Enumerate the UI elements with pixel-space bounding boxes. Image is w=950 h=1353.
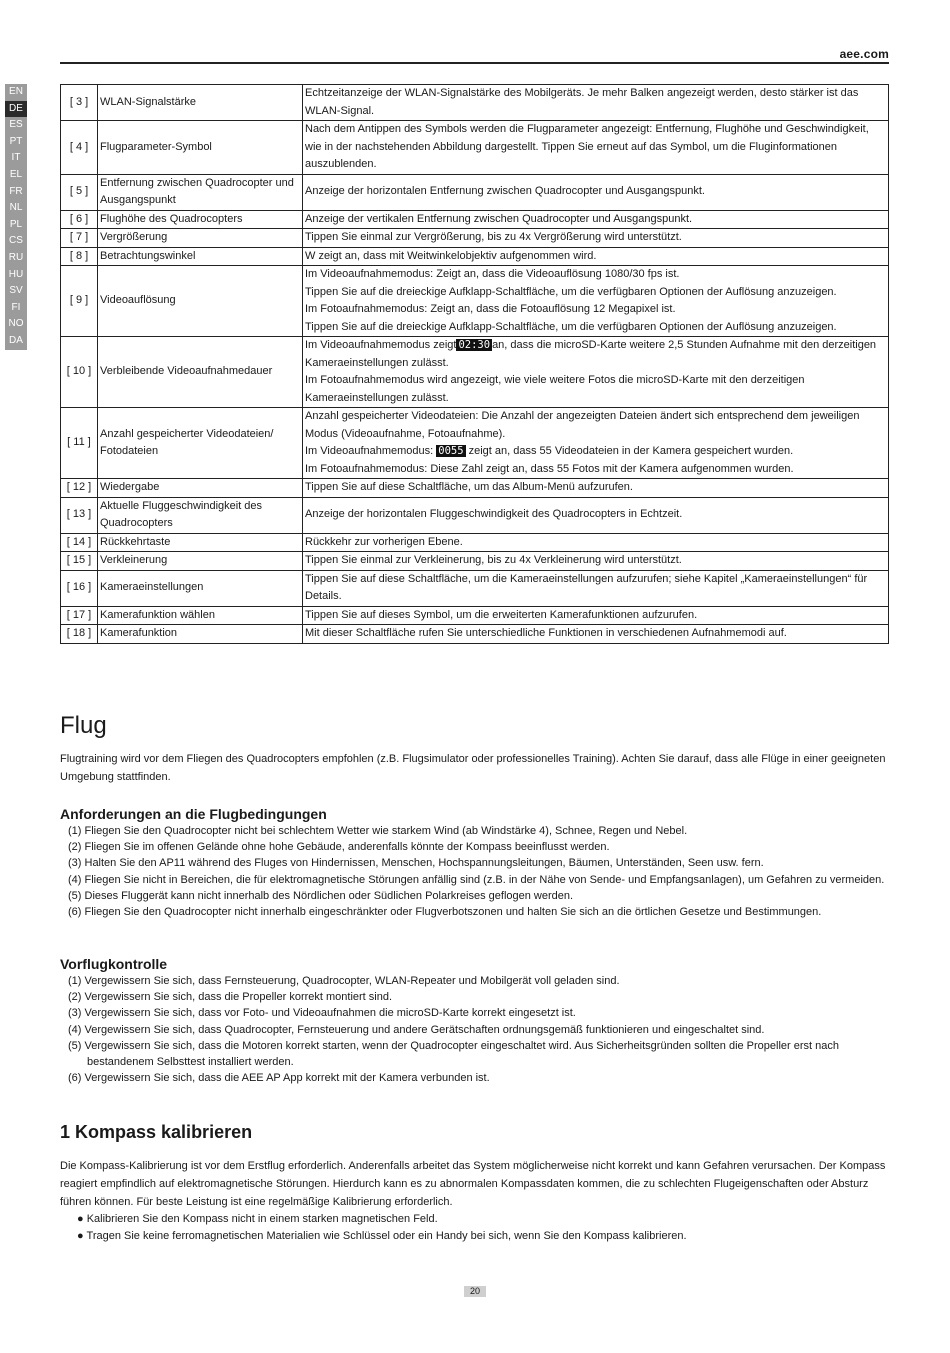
row-number: [ 13 ] xyxy=(61,497,98,533)
row-number: [ 12 ] xyxy=(61,479,98,498)
row-description xyxy=(303,533,889,552)
list-item: (1) Vergewissern Sie sich, dass Fernsteuerung, Quadrocopter, WLAN-Repeater und Mobilgerät voll geladen sind. xyxy=(68,975,620,987)
list-item: (3) Vergewissern Sie sich, dass vor Foto- und Videoaufnahmen die microSD-Karte korrekt eingesetzt ist. xyxy=(68,1007,576,1020)
row-name: Betrachtungswinkel xyxy=(98,247,303,266)
row-name: Aktuelle Fluggeschwindigkeit des Quadrocopters xyxy=(98,497,303,533)
list-item: (2) Fliegen Sie im offenen Gelände ohne hohe Gebäude, anderenfalls könnte der Kompass beeinflusst werden. xyxy=(68,841,610,854)
row-name: Anzahl gespeicherter Videodateien/ Fotodateien xyxy=(98,408,303,479)
description-line: Im Fotoaufnahmemodus wird angezeigt, wie viele weitere Fotos die microSD-Karte mit den derzeitigen Kameraeinstellungen zulässt. xyxy=(305,374,805,404)
row-number: [ 11 ] xyxy=(61,408,98,479)
row-description xyxy=(303,210,889,229)
bullet-item: ● Kalibrieren Sie den Kompass nicht in einem starken magnetischen Feld. xyxy=(77,1213,438,1225)
row-number: [ 6 ] xyxy=(61,210,98,229)
table-row xyxy=(61,247,889,266)
description-text: Im Videoaufnahmemodus zeigt xyxy=(305,339,457,351)
list-item: (3) Halten Sie den AP11 während des Fluges von Hindernissen, Menschen, Hochspannungsleitungen, Bäumen, Unterständen, Seen usw. fern. xyxy=(68,857,764,870)
row-number: [ 10 ] xyxy=(61,337,98,408)
brand-logo: aee.com xyxy=(839,47,889,61)
language-tab-sv[interactable]: SV xyxy=(5,283,27,300)
row-name: Entfernung zwischen Quadrocopter und Ausgangspunkt xyxy=(98,174,303,210)
list-item: (4) Fliegen Sie nicht in Bereichen, die für elektromagnetische Störungen anfällig sind (z.B. in der Nähe von Sende- und Empfangsanlagen), um Gefahren zu vermeiden. xyxy=(68,873,885,886)
description-line xyxy=(305,337,886,372)
row-number: [ 16 ] xyxy=(61,570,98,606)
row-number: [ 4 ] xyxy=(61,121,98,175)
row-name: Wiedergabe xyxy=(98,479,303,498)
table-row xyxy=(61,174,889,210)
row-name: Videoauflösung xyxy=(98,266,303,337)
row-number: [ 8 ] xyxy=(61,247,98,266)
row-description xyxy=(303,625,889,644)
requirements-list xyxy=(60,823,890,920)
requirements-title: Anforderungen an die Flugbedingungen xyxy=(60,806,327,822)
description-line: Mit dieser Schaltfläche rufen Sie unterschiedliche Funktionen in verschiedenen Aufnahmemodi auf. xyxy=(305,627,787,639)
description-line: Rückkehr zur vorherigen Ebene. xyxy=(305,535,463,548)
row-description xyxy=(303,606,889,625)
row-number: [ 17 ] xyxy=(61,606,98,625)
section-title-kompass: 1 Kompass kalibrieren xyxy=(60,1122,253,1142)
description-line: Tippen Sie auf diese Schaltfläche, um die Kameraeinstellungen aufzurufen; siehe Kapitel „Kameraeinstellungen“ für Details. xyxy=(305,572,868,602)
description-line xyxy=(305,443,886,461)
row-number: [ 3 ] xyxy=(61,85,98,121)
row-name: Kamerafunktion wählen xyxy=(98,606,303,625)
list-item: (1) Fliegen Sie den Quadrocopter nicht bei schlechtem Wetter wie starkem Wind (ab Windstärke 4), Schnee, Regen und Nebel. xyxy=(68,825,688,837)
description-line: Tippen Sie einmal zur Vergrößerung, bis zu 4x Vergrößerung wird unterstützt. xyxy=(305,231,682,243)
language-tab-el[interactable]: EL xyxy=(5,167,27,184)
language-tab-no[interactable]: NO xyxy=(5,316,27,333)
language-tab-fi[interactable]: FI xyxy=(5,300,27,317)
row-description xyxy=(303,85,889,121)
row-name: Rückkehrtaste xyxy=(98,533,303,552)
row-description xyxy=(303,408,889,479)
row-number: [ 14 ] xyxy=(61,533,98,552)
row-description xyxy=(303,337,889,408)
description-line: Tippen Sie auf die dreieckige Aufklapp-Schaltfläche, um die verfügbaren Optionen der Auflösung anzuzeigen. xyxy=(305,285,837,298)
table-row xyxy=(61,625,889,644)
table-row xyxy=(61,606,889,625)
row-name: Flughöhe des Quadrocopters xyxy=(98,210,303,229)
language-tab-da[interactable]: DA xyxy=(5,333,27,350)
bullet-item: ● Tragen Sie keine ferromagnetischen Materialien wie Schlüssel oder ein Handy bei sich, wenn Sie den Kompass kalibrieren. xyxy=(77,1229,687,1242)
table-row xyxy=(61,497,889,533)
list-item: (2) Vergewissern Sie sich, dass die Propeller korrekt montiert sind. xyxy=(68,991,393,1004)
table-row xyxy=(61,533,889,552)
row-description xyxy=(303,229,889,248)
description-text: an, dass die microSD-Karte weitere 2,5 Stunden Aufnahme mit den derzeitigen Kameraeinstellungen zulässt. xyxy=(305,339,877,369)
description-line: Im Fotoaufnahmemodus: Zeigt an, dass die Fotoauflösung 12 Megapixel ist. xyxy=(305,303,676,315)
kompass-bullets xyxy=(60,1211,890,1244)
description-line: Tippen Sie auf diese Schaltfläche, um das Album-Menü aufzurufen. xyxy=(305,481,633,493)
language-tab-pt[interactable]: PT xyxy=(5,134,27,151)
language-tab-fr[interactable]: FR xyxy=(5,184,27,201)
row-description xyxy=(303,497,889,533)
value-badge: 02:30 xyxy=(458,339,491,351)
header-rule xyxy=(60,62,889,64)
list-item: (5) Vergewissern Sie sich, dass die Motoren korrekt starten, wenn der Quadrocopter eingeschaltet wird. Aus Sicherheitsgründen sollten die Propeller erst nach bestandenem Selbsttest installiert werden. xyxy=(68,1039,840,1069)
language-tab-en[interactable]: EN xyxy=(5,84,27,101)
row-number: [ 5 ] xyxy=(61,174,98,210)
language-tab-de[interactable]: DE xyxy=(5,101,27,118)
row-description xyxy=(303,570,889,606)
table-row xyxy=(61,121,889,175)
description-text: zeigt an, dass 55 Videodateien in der Kamera gespeichert wurden. xyxy=(465,445,794,457)
row-number: [ 18 ] xyxy=(61,625,98,644)
description-line: Anzeige der vertikalen Entfernung zwischen Quadrocopter und Ausgangspunkt. xyxy=(305,212,693,225)
table-row xyxy=(61,229,889,248)
row-number: [ 15 ] xyxy=(61,552,98,571)
description-line: Tippen Sie einmal zur Verkleinerung, bis zu 4x Verkleinerung wird unterstützt. xyxy=(305,554,682,566)
table-row xyxy=(61,266,889,337)
description-line: Nach dem Antippen des Symbols werden die Flugparameter angezeigt: Entfernung, Flughöhe und Geschwindigkeit, wie in der nachstehenden Abbildung dargestellt. Tippen Sie erneut auf das Symbol, um die Fluginformationen auszublenden. xyxy=(305,123,869,170)
preflight-section xyxy=(60,956,890,1086)
list-item: (4) Vergewissern Sie sich, dass Quadrocopter, Fernsteuerung und andere Gerätschaften ordnungsgemäß funktionieren und eingeschaltet sind. xyxy=(68,1023,765,1036)
parameter-table xyxy=(60,84,889,644)
description-line: W zeigt an, dass mit Weitwinkelobjektiv aufgenommen wird. xyxy=(305,249,597,262)
language-sidebar xyxy=(5,84,27,350)
table-row xyxy=(61,210,889,229)
row-name: Verbleibende Videoaufnahmedauer xyxy=(98,337,303,408)
row-name: Kamerafunktion xyxy=(98,625,303,644)
preflight-list xyxy=(60,973,890,1086)
list-item: (5) Dieses Fluggerät kann nicht innerhalb des Nördlichen oder Südlichen Polarkreises geflogen werden. xyxy=(68,889,574,902)
row-description xyxy=(303,479,889,498)
row-description xyxy=(303,247,889,266)
table-row xyxy=(61,570,889,606)
row-number: [ 9 ] xyxy=(61,266,98,337)
value-badge: 0055 xyxy=(438,445,464,457)
description-line: Im Videoaufnahmemodus: Zeigt an, dass die Videoauflösung 1080/30 fps ist. xyxy=(305,268,680,280)
page-number: 20 xyxy=(464,1286,486,1297)
list-item: (6) Vergewissern Sie sich, dass die AEE AP App korrekt mit der Kamera verbunden ist. xyxy=(68,1072,490,1085)
kompass-section xyxy=(60,1157,890,1244)
language-tab-ru[interactable]: RU xyxy=(5,250,27,267)
row-name: Kameraeinstellungen xyxy=(98,570,303,606)
table-row xyxy=(61,85,889,121)
description-line: Im Fotoaufnahmemodus: Diese Zahl zeigt an, dass 55 Fotos mit der Kamera aufgenommen wurden. xyxy=(305,462,794,475)
flug-intro: Flugtraining wird vor dem Fliegen des Quadrocopters empfohlen (z.B. Flugsimulator oder professionelles Training). Achten Sie darauf, dass alle Flüge in einer geeigneten Umgebung stattfinden. xyxy=(60,753,886,783)
row-name: Vergrößerung xyxy=(98,229,303,248)
description-line: Tippen Sie auf dieses Symbol, um die erweiterten Kamerafunktionen aufzurufen. xyxy=(305,608,698,621)
language-tab-hu[interactable]: HU xyxy=(5,267,27,284)
row-description xyxy=(303,266,889,337)
row-number: [ 7 ] xyxy=(61,229,98,248)
description-line: Anzeige der horizontalen Entfernung zwischen Quadrocopter und Ausgangspunkt. xyxy=(305,185,705,198)
description-line: Anzeige der horizontalen Fluggeschwindigkeit des Quadrocopters in Echtzeit. xyxy=(305,508,683,521)
list-item: (6) Fliegen Sie den Quadrocopter nicht innerhalb eingeschränkter oder Flugverbotszonen und halten Sie sich an die örtlichen Gesetze und Bestimmungen. xyxy=(68,906,822,919)
description-line: Anzahl gespeicherter Videodateien: Die Anzahl der angezeigten Dateien ändert sich entsprechend dem jeweiligen Modus (Videoaufnahme, Fotoaufnahme). xyxy=(305,410,860,440)
language-tab-cs[interactable]: CS xyxy=(5,233,27,250)
language-tab-es[interactable]: ES xyxy=(5,117,27,134)
description-text: Im Videoaufnahmemodus: xyxy=(305,445,437,457)
row-name: WLAN-Signalstärke xyxy=(98,85,303,121)
row-description xyxy=(303,174,889,210)
language-tab-it[interactable]: IT xyxy=(5,150,27,167)
table-row xyxy=(61,337,889,408)
language-tab-nl[interactable]: NL xyxy=(5,200,27,217)
description-line: Tippen Sie auf die dreieckige Aufklapp-Schaltfläche, um die verfügbaren Optionen der Auflösung anzuzeigen. xyxy=(305,320,837,333)
section-title-flug: Flug xyxy=(60,712,107,739)
preflight-title: Vorflugkontrolle xyxy=(60,956,168,972)
requirements-section xyxy=(60,806,890,920)
table-row xyxy=(61,552,889,571)
table-row xyxy=(61,408,889,479)
table-row xyxy=(61,479,889,498)
row-description xyxy=(303,121,889,175)
row-name: Flugparameter-Symbol xyxy=(98,121,303,175)
description-line: Echtzeitanzeige der WLAN-Signalstärke des Mobilgeräts. Je mehr Balken angezeigt werden, desto stärker ist das WLAN-Signal. xyxy=(305,87,859,117)
language-tab-pl[interactable]: PL xyxy=(5,217,27,234)
row-description xyxy=(303,552,889,571)
row-name: Verkleinerung xyxy=(98,552,303,571)
kompass-intro: Die Kompass-Kalibrierung ist vor dem Erstflug erforderlich. Anderenfalls arbeitet das System möglicherweise nicht korrekt und kann Gefahren verursachen. Der Kompass reagiert empfindlich auf elektromagnetische Störungen. Hierdurch kann es zu abnormalen Kompassdaten kommen, die zu schlechten Flugeigenschaften oder Absturz führen können. Für beste Leistung ist eine regelmäßige Kalibrierung erforderlich. xyxy=(60,1160,886,1208)
